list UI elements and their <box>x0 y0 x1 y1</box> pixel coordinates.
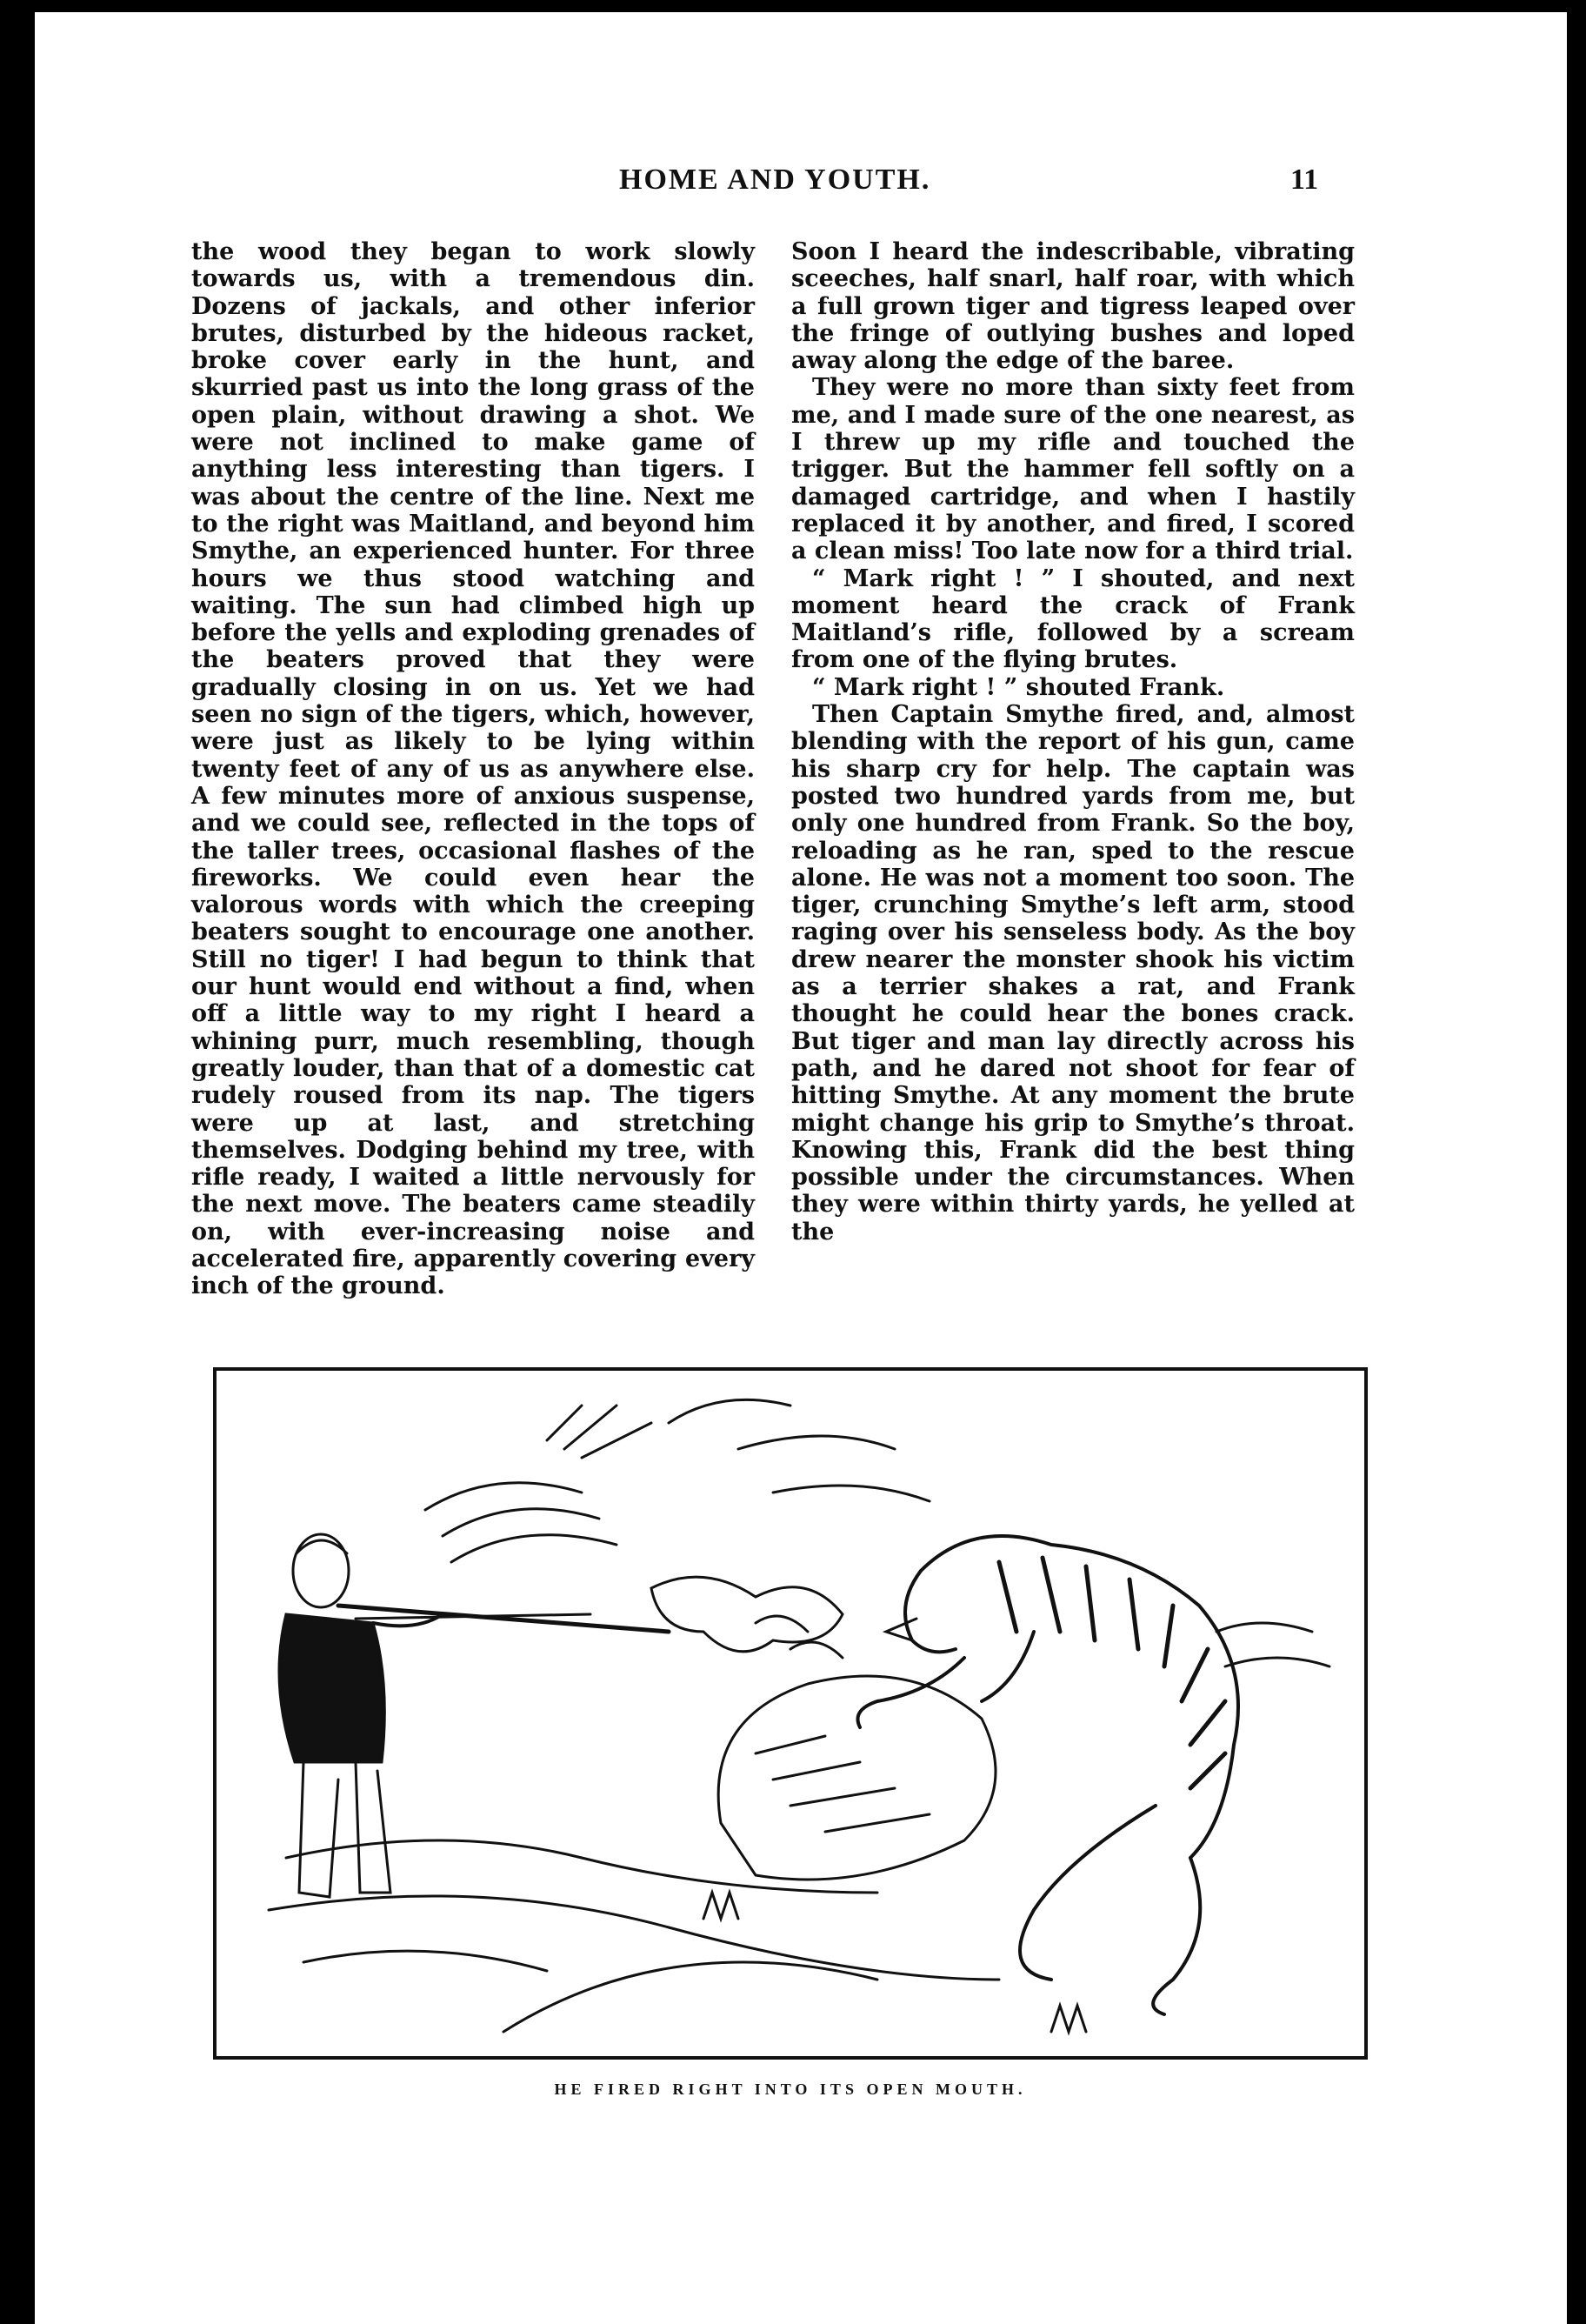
paragraph: Soon I heard the indescribable, vibrating sceeches, half snarl, half roar, with which a full grown tiger and tigress leaped over the fringe of outlying bushes and loped away along the edge of the baree. <box>791 238 1355 375</box>
running-title: HOME AND YOUTH. <box>619 164 931 196</box>
right-column <box>791 238 1355 1245</box>
paragraph: “ Mark right ! ” I shouted, and next moment heard the crack of Frank Maitland’s rifle, followed by a scream from one of the flying brutes. <box>791 564 1355 674</box>
boulder <box>718 1676 996 1880</box>
engraving-drawing <box>217 1371 1364 2056</box>
paragraph: “ Mark right ! ” shouted Frank. <box>812 673 1225 701</box>
tiger-hunt-illustration <box>213 1367 1368 2060</box>
left-column <box>191 238 755 1300</box>
figure-caption: HE FIRED RIGHT INTO ITS OPEN MOUTH. <box>554 2080 1027 2098</box>
paragraph: the wood they began to work slowly towards us, with a tremendous din. Dozens of jackals, and other inferior brutes, disturbed by the hideous racket, broke cover early in the hunt, and skurried past us into the long grass of the open plain, without drawing a shot. We were not inclined to make game of anything less interesting than tigers. I was about the centre of the line. Next me to the right was Maitland, and beyond him Smythe, an experienced hunter. For three hours we thus stood watching and waiting. The sun had climbed high up before the yells and exploding grenades of the beaters proved that they were gradually closing in on us. Yet we had seen no sign of the tigers, which, however, were just as likely to be lying within twenty feet of any of us as anywhere else. A few minutes more of anxious suspense, and we could see, reflected in the tops of the taller trees, occasional flashes of the fireworks. We could even hear the valorous words with which the creeping beaters sought to encourage one another. Still no tiger! I had begun to think that our hunt would end without a find, when off a little way to my right I heard a whining purr, much resembling, though greatly louder, than that of a domestic cat rudely roused from its nap. The tigers were up at last, and stretching themselves. Dodging behind my tree, with rifle ready, I waited a little nervously for the next move. The beaters came steadily on, with ever-increasing noise and accelerated fire, apparently covering every inch of the ground. <box>191 238 755 1300</box>
scan-border-left <box>0 0 35 2324</box>
tiger-tail <box>1020 1806 1156 1980</box>
scan-border-top <box>0 0 1586 12</box>
paragraph: They were no more than sixty feet from me, and I made sure of the one nearest, as I threw up my rifle and touched the trigger. But the hammer fell softly on a damaged cartridge, and when I hastily replaced it by another, and fired, I scored a clean miss! Too late now for a third trial. <box>791 374 1355 565</box>
scan-border-right <box>1567 0 1586 2324</box>
boy-figure <box>279 1534 443 1897</box>
paragraph: Then Captain Smythe fired, and, almost blending with the report of his gun, came his sharp cry for help. The captain was posted two hundred yards from me, but only one hundred from Frank. So the boy, reloading as he ran, sped to the rescue alone. He was not a moment too soon. The tiger, crunching Smythe’s left arm, stood raging over his senseless body. As the boy drew nearer the monster shook his victim as a terrier shakes a rat, and Frank thought he could hear the bones crack. But tiger and man lay directly across his path, and he dared not shoot for fear of hitting Smythe. At any moment the brute might change his grip to Smythe’s throat. Knowing this, Frank did the best thing possible under the circumstances. When they were within thirty yards, he yelled at the <box>791 701 1355 1245</box>
palm-fronds <box>547 1406 651 1458</box>
tiger-figure <box>858 1536 1239 2014</box>
smoke-cloud <box>651 1577 843 1652</box>
ground-line <box>286 1840 877 1893</box>
page-number: 11 <box>1290 164 1319 196</box>
